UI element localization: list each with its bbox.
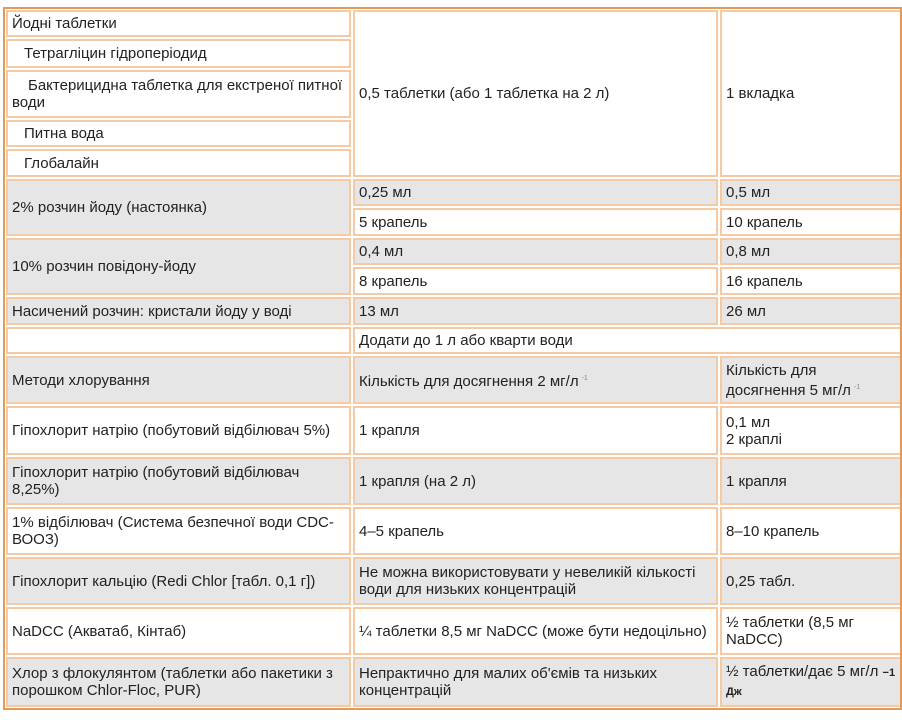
chlorination-row-c2: 1 крапля [359,422,420,439]
saturated-v1: 13 мл [359,302,399,320]
chlorination-row-c2: Непрактично для малих об'ємів та низьких концентрацій [359,665,658,699]
chlorination-row-c2: 1 крапля (на 2 л) [359,472,476,490]
chlorination-row-c3: ½ таблетки/дає 5 мг/л [726,663,879,680]
iodine-item-label: Глобалайн [24,154,99,172]
chlorination-row-c3: 0,25 табл. [726,572,796,590]
iodine-item-cell [6,39,351,68]
tincture-2-ml-1: 0,25 мл [359,184,412,201]
chlorination-row-c3-cell [720,607,902,655]
chlorination-row-label: Гіпохлорит натрію (побутовий відбілювач 8,25%) [12,464,300,498]
povidone-10-ml-1: 0,4 мл [359,243,404,260]
chlorination-row-c3-small: −1 Дж [726,667,896,698]
iodine-tablets-amount-2l: 1 вкладка [726,85,795,102]
iodine-item-cell [6,70,351,118]
chlorination-row-c2-cell [353,657,718,707]
chlorination-row-c3-cell [720,406,902,455]
tincture-2-drops-2-cell [720,208,902,236]
chlorination-row-c3-cell [720,557,902,605]
iodine-tablets-amount-1l: 0,5 таблетки (або 1 таблетка на 2 л) [359,85,610,102]
chlorination-row-c3: 0,1 мл 2 краплі [726,413,782,448]
chlorination-header-col3-sup: -1 [853,383,861,391]
chlorination-row-c3-cell [720,657,902,707]
chlorination-row-label-cell [6,507,351,555]
chlorination-row-c2-cell [353,406,718,455]
saturated-v2: 26 мл [726,302,766,320]
iodine-item-cell [6,149,351,177]
iodine-tablets-header: Йодні таблетки [12,15,117,32]
povidone-10-drops-1-cell [353,267,718,295]
chlorination-header-col3: Кількість для досягнення 5 мг/л [726,361,851,399]
iodine-item-cell [6,120,351,147]
saturated-label-cell [6,297,351,325]
tincture-2-ml-2-cell [720,179,902,206]
chlorination-header-label-cell [6,356,351,404]
tincture-2-drops-2: 10 крапель [726,213,803,231]
chlorination-row-label-cell [6,657,351,707]
iodine-item-label: Питна вода [24,125,104,142]
tincture-2-label-cell [6,179,351,236]
chlorination-row-c2-cell [353,557,718,605]
chlorination-row-c2: Не можна використовувати у невеликій кількості води для низьких концентрацій [359,564,696,598]
chlorination-row-c2: ¼ таблетки 8,5 мг NaDCC (може бути недоцільно) [359,622,707,640]
chlorination-row-label: Гіпохлорит натрію (побутовий відбілювач 5%) [12,422,331,439]
iodine-item-label: Тетрагліцин гідроперіодид [24,45,207,62]
chlorination-row-c2-cell [353,607,718,655]
povidone-10-label: 10% розчин повідону-йоду [12,258,197,275]
chlorination-row-label: Гіпохлорит кальцію (Redi Chlor [табл. 0,1 г]) [12,572,316,590]
chlorination-row-label-cell [6,607,351,655]
tincture-2-drops-1: 5 крапель [359,213,428,231]
chlorination-header-label: Методи хлорування [12,371,150,389]
povidone-10-drops-2-cell [720,267,902,295]
chlorination-row-c2: 4–5 крапель [359,522,444,540]
chlorination-row-label: Хлор з флокулянтом (таблетки або пакетики з порошком Chlor-Floc, PUR) [12,665,333,699]
chlorination-row-label: NaDCC (Акватаб, Кінтаб) [12,622,187,640]
povidone-10-label-cell [6,238,351,295]
tincture-2-ml-1-cell [353,179,718,206]
chlorination-header-col2-sup: -1 [581,375,588,382]
chlorination-row-c3: 8–10 крапель [726,522,820,540]
povidone-10-ml-2-cell [720,238,902,265]
saturated-label: Насичений розчин: кристали йоду у воді [12,302,292,320]
chlorination-row-label-cell [6,557,351,605]
chlorination-row-label: 1% відбілювач (Система безпечної води CDC-ВООЗ) [12,514,334,548]
add-row-blank-cell [6,327,351,354]
chlorination-row-label-cell [6,457,351,505]
add-row-text: Додати до 1 л або кварти води [359,332,573,349]
chlorination-row-c2-cell [353,507,718,555]
tincture-2-drops-1-cell [353,208,718,236]
chlorination-row-c3-cell [720,507,902,555]
chlorination-row-label-cell [6,406,351,455]
tincture-2-ml-2: 0,5 мл [726,184,771,201]
add-row-text-cell [353,327,902,354]
chlorination-row-c2-cell [353,457,718,505]
chlorination-row-c3: ½ таблетки (8,5 мг NaDCC) [726,614,855,648]
iodine-tablets-amount-1l-cell [353,10,718,177]
iodine-item-label: Бактерицидна таблетка для екстреної питної води [12,77,343,111]
saturated-v2-cell [720,297,902,325]
tincture-2-label: 2% розчин йоду (настоянка) [12,199,207,216]
saturated-v1-cell [353,297,718,325]
chlorination-row-c3: 1 крапля [726,472,787,490]
povidone-10-drops-2: 16 крапель [726,272,803,290]
chlorination-header-col2-cell [353,356,718,404]
povidone-10-ml-1-cell [353,238,718,265]
povidone-10-ml-2: 0,8 мл [726,243,771,260]
chlorination-header-col2: Кількість для досягнення 2 мг/л [359,373,579,390]
iodine-tablets-amount-2l-cell [720,10,902,177]
iodine-tablets-header-cell [6,10,351,37]
chlorination-row-c3-cell [720,457,902,505]
povidone-10-drops-1: 8 крапель [359,272,428,290]
chlorination-header-col3-cell [720,356,902,404]
